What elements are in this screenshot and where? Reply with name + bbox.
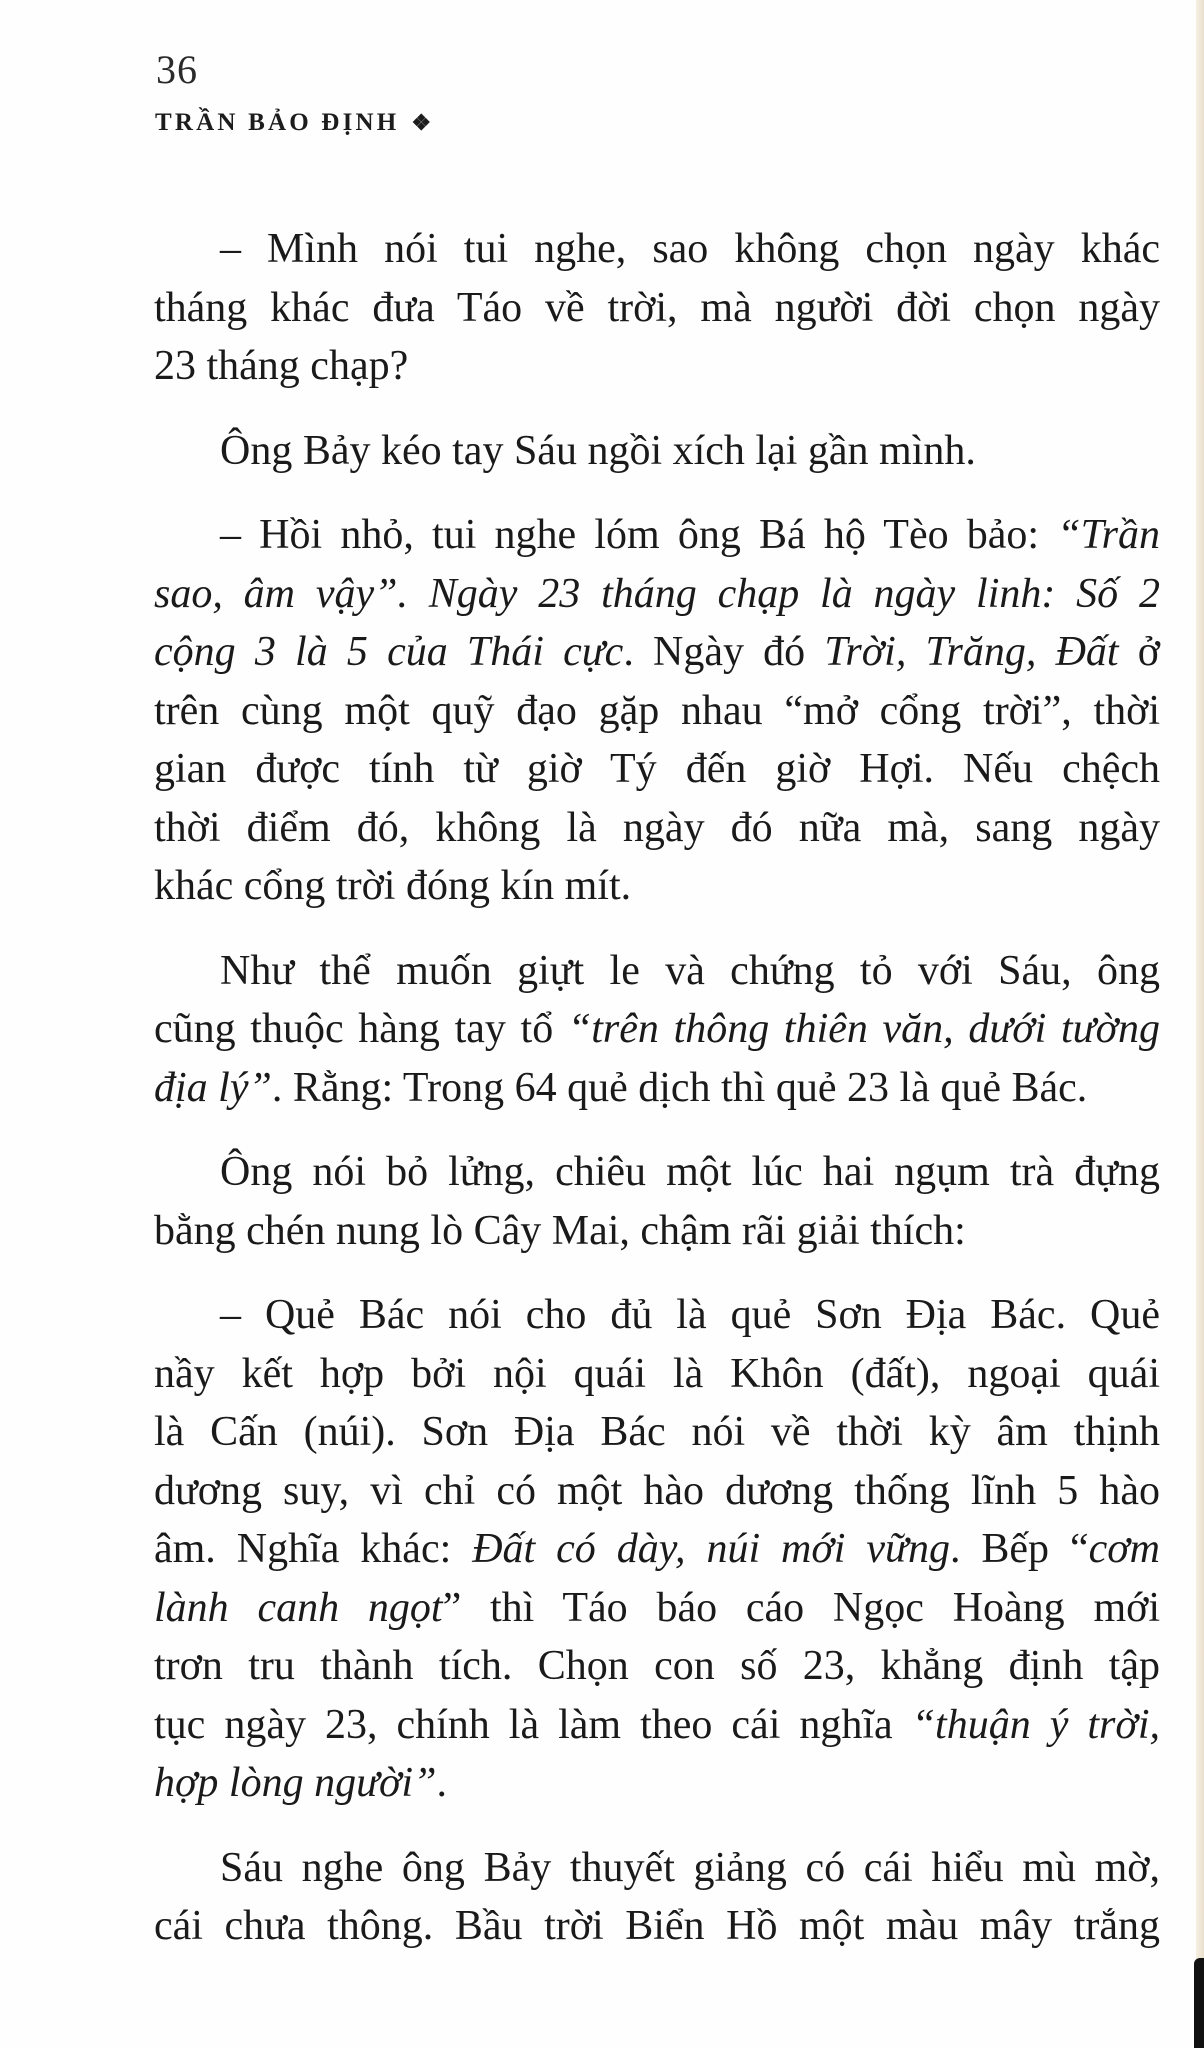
italic-text: cộng 3 là 5 của Thái cực (154, 629, 624, 675)
text-segment: . Rằng: Trong 64 quẻ dịch thì quẻ 23 là quẻ Bác. (271, 1064, 1088, 1111)
text-line (154, 799, 1160, 858)
italic-text: địa lý” (154, 1064, 272, 1111)
italic-text: “thuận ý trời, (911, 1701, 1160, 1748)
text-line (154, 740, 1160, 799)
text-segment: trên cùng một quỹ đạo gặp nhau “mở cổng trời”, thời (154, 687, 1160, 734)
text-line (154, 623, 1160, 682)
text-segment: tháng khác đưa Táo về trời, mà người đời chọn ngày (154, 284, 1160, 331)
text-segment: là Cấn (núi). Sơn Địa Bác nói về thời kỳ âm thịnh (154, 1409, 1160, 1455)
text-line (154, 1202, 1160, 1261)
text-segment: – Hồi nhỏ, tui nghe lóm ông Bá hộ Tèo bảo: (220, 512, 1058, 558)
text-line (154, 1345, 1160, 1404)
text-line (154, 1579, 1160, 1638)
italic-text: cơm (1088, 1526, 1160, 1572)
paragraph (154, 1839, 1160, 1956)
text-line (154, 220, 1160, 279)
text-segment: cũng thuộc hàng tay tổ (154, 1006, 568, 1052)
text-line (154, 1839, 1160, 1898)
italic-text: Trời, Trăng, Đất (824, 629, 1119, 675)
text-segment: tục ngày 23, chính là làm theo cái nghĩa (154, 1701, 912, 1748)
text-segment: . Ngày đó (623, 629, 825, 675)
italic-text: “Trần (1057, 512, 1160, 558)
text-line (154, 1462, 1160, 1521)
text-segment: âm. Nghĩa khác: (154, 1526, 473, 1572)
text-segment: gian được tính từ giờ Tý đến giờ Hợi. Nếu chệch (154, 746, 1160, 792)
italic-text: Đất có dày, núi mới vững (472, 1526, 950, 1572)
paragraph (154, 942, 1160, 1118)
text-segment: ” thì Táo báo cáo Ngọc Hoàng mới (442, 1584, 1161, 1631)
italic-text: “trên thông thiên văn, dưới tường (567, 1006, 1160, 1052)
paragraph (154, 422, 1160, 481)
text-segment: Như thể muốn giựt le và chứng tỏ với Sáu, ông (220, 947, 1160, 994)
text-line (154, 1520, 1160, 1579)
text-segment: trơn tru thành tích. Chọn con số 23, khẳng định tập (154, 1643, 1160, 1689)
text-line (154, 1696, 1160, 1755)
text-line (154, 682, 1160, 741)
text-segment: cái chưa thông. Bầu trời Biển Hồ một màu mây trắng (154, 1903, 1160, 1949)
text-segment: dương suy, vì chỉ có một hào dương thống lĩnh 5 hào (154, 1467, 1160, 1514)
paragraph (154, 220, 1160, 396)
italic-text: hợp lòng người” (154, 1760, 437, 1806)
paragraph (154, 1143, 1160, 1260)
text-line (154, 506, 1160, 565)
text-line (154, 337, 1160, 396)
page-number: 36 (156, 47, 198, 92)
text-segment: Ông Bảy kéo tay Sáu ngồi xích lại gần mình. (220, 427, 976, 474)
text-segment: khác cổng trời đóng kín mít. (154, 863, 632, 909)
page-edge (1196, 0, 1204, 2048)
body-text (154, 220, 1160, 1956)
text-segment: ở (1118, 629, 1160, 675)
text-segment: nầy kết hợp bởi nội quái là Khôn (đất), ngoại quái (154, 1350, 1160, 1397)
text-segment: – Mình nói tui nghe, sao không chọn ngày khác (220, 226, 1160, 272)
text-line (154, 279, 1160, 338)
text-line (154, 1897, 1160, 1956)
text-line (154, 1403, 1160, 1462)
author-name: TRẦN BẢO ĐỊNH (155, 109, 400, 136)
text-segment: Ông nói bỏ lửng, chiêu một lúc hai ngụm trà đựng (220, 1149, 1160, 1195)
text-segment: thời điểm đó, không là ngày đó nữa mà, sang ngày (154, 804, 1160, 851)
text-segment: – Quẻ Bác nói cho đủ là quẻ Sơn Địa Bác. Quẻ (220, 1292, 1160, 1338)
text-line (154, 1143, 1160, 1202)
text-segment: bằng chén nung lò Cây Mai, chậm rãi giải thích: (154, 1207, 966, 1254)
paragraph (154, 1286, 1160, 1813)
text-line (154, 942, 1160, 1001)
text-line (154, 1637, 1160, 1696)
italic-text: lành canh ngọt (154, 1584, 443, 1631)
text-line (154, 1754, 1160, 1813)
text-line (154, 1286, 1160, 1345)
running-head (155, 109, 431, 137)
text-line (154, 857, 1160, 916)
text-line (154, 1000, 1160, 1059)
diamond-ornament-icon: ❖ (411, 110, 432, 135)
paragraph (154, 506, 1160, 916)
text-segment: Sáu nghe ông Bảy thuyết giảng có cái hiểu mù mờ, (220, 1844, 1160, 1891)
text-line (154, 565, 1160, 624)
text-segment: 23 tháng chạp? (154, 343, 409, 389)
text-segment: . Bếp “ (949, 1526, 1089, 1572)
page-corner-shadow (1194, 1958, 1204, 2048)
text-line (154, 422, 1160, 481)
text-segment: . (436, 1760, 447, 1806)
italic-text: sao, âm vậy”. Ngày 23 tháng chạp là ngày linh: Số 2 (154, 570, 1160, 617)
text-line (154, 1059, 1160, 1118)
